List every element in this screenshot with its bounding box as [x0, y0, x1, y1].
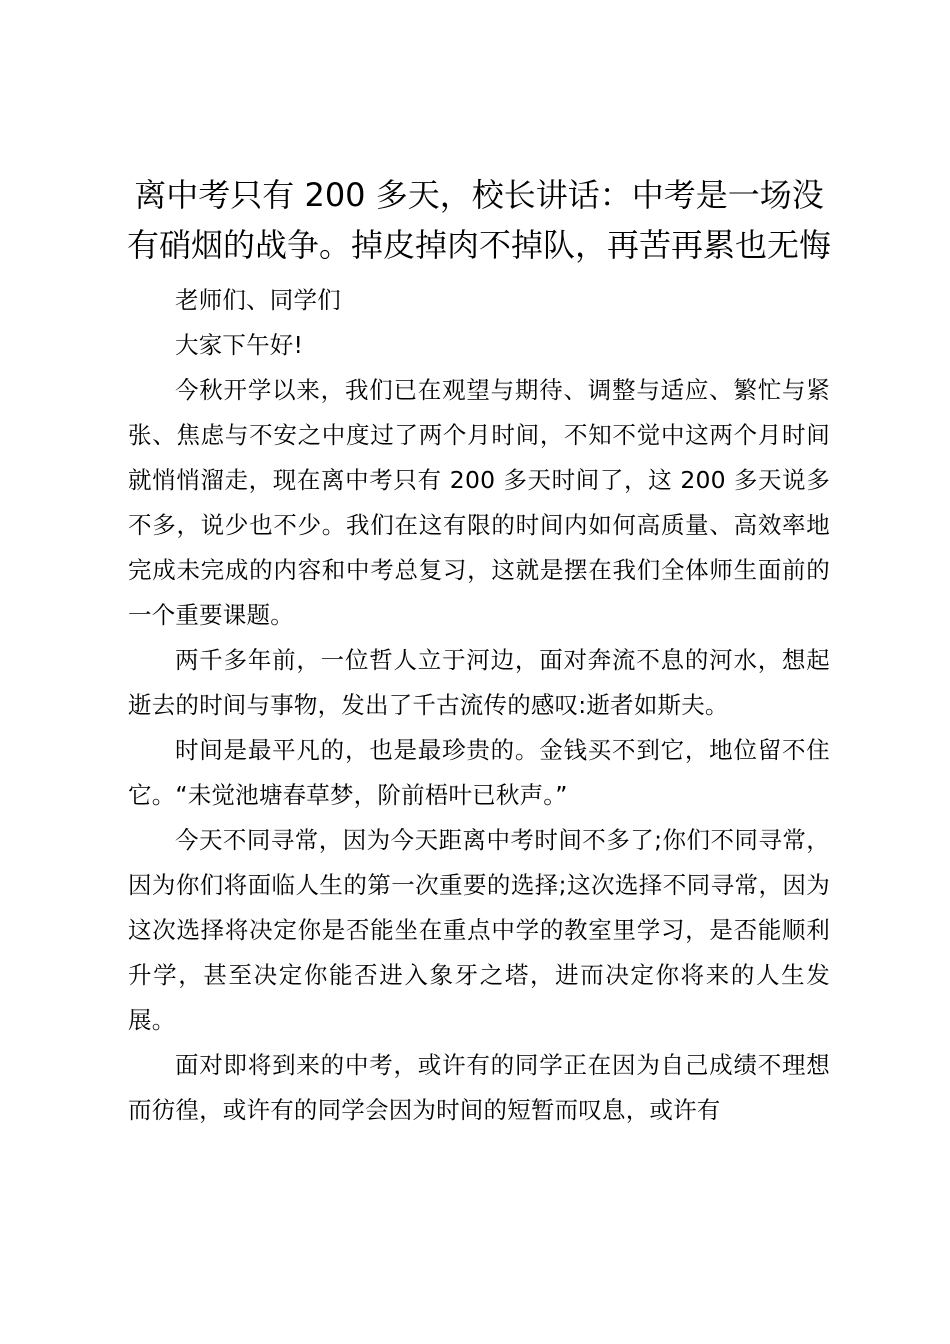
- paragraph-greeting-1: 老师们、同学们: [175, 286, 341, 314]
- paragraph-3: 今秋开学以来，我们已在观望与期待、调整与适应、繁忙与紧张、焦虑与不安之中度过了两个月时间，不知不觉中这两个月时间就悄悄溜走，现在离中考只有 200 多天时间了，这 200 多天说多不多，说少也不少。我们在这有限的时间内如何高质量、高效率地完成未完成的内容和中考总复习，这就是摆在我们全体师生面前的一个重要课题。: [128, 376, 830, 629]
- paragraph-greeting-2: 大家下午好!: [175, 331, 304, 359]
- document-title: 离中考只有 200 多天，校长讲话：中考是一场没有硝烟的战争。掉皮掉肉不掉队，再苦再累也无悔: [126, 176, 831, 264]
- document-page: [128, 170, 830, 1133]
- paragraph-5: 时间是最平凡的，也是最珍贵的。金钱买不到它，地位留不住它。“未觉池塘春草梦，阶前梧叶已秋声。”: [128, 736, 830, 809]
- paragraph-7: 面对即将到来的中考，或许有的同学正在因为自己成绩不理想而彷徨，或许有的同学会因为时间的短暂而叹息，或许有: [128, 1051, 830, 1124]
- paragraph-4: 两千多年前，一位哲人立于河边，面对奔流不息的河水，想起逝去的时间与事物，发出了千古流传的感叹:逝者如斯夫。: [128, 646, 830, 719]
- paragraph-6: 今天不同寻常，因为今天距离中考时间不多了;你们不同寻常，因为你们将面临人生的第一次重要的选择;这次选择不同寻常，因为这次选择将决定你是否能坐在重点中学的教室里学习，是否能顺利升学，甚至决定你能否进入象牙之塔，进而决定你将来的人生发展。: [128, 826, 830, 1034]
